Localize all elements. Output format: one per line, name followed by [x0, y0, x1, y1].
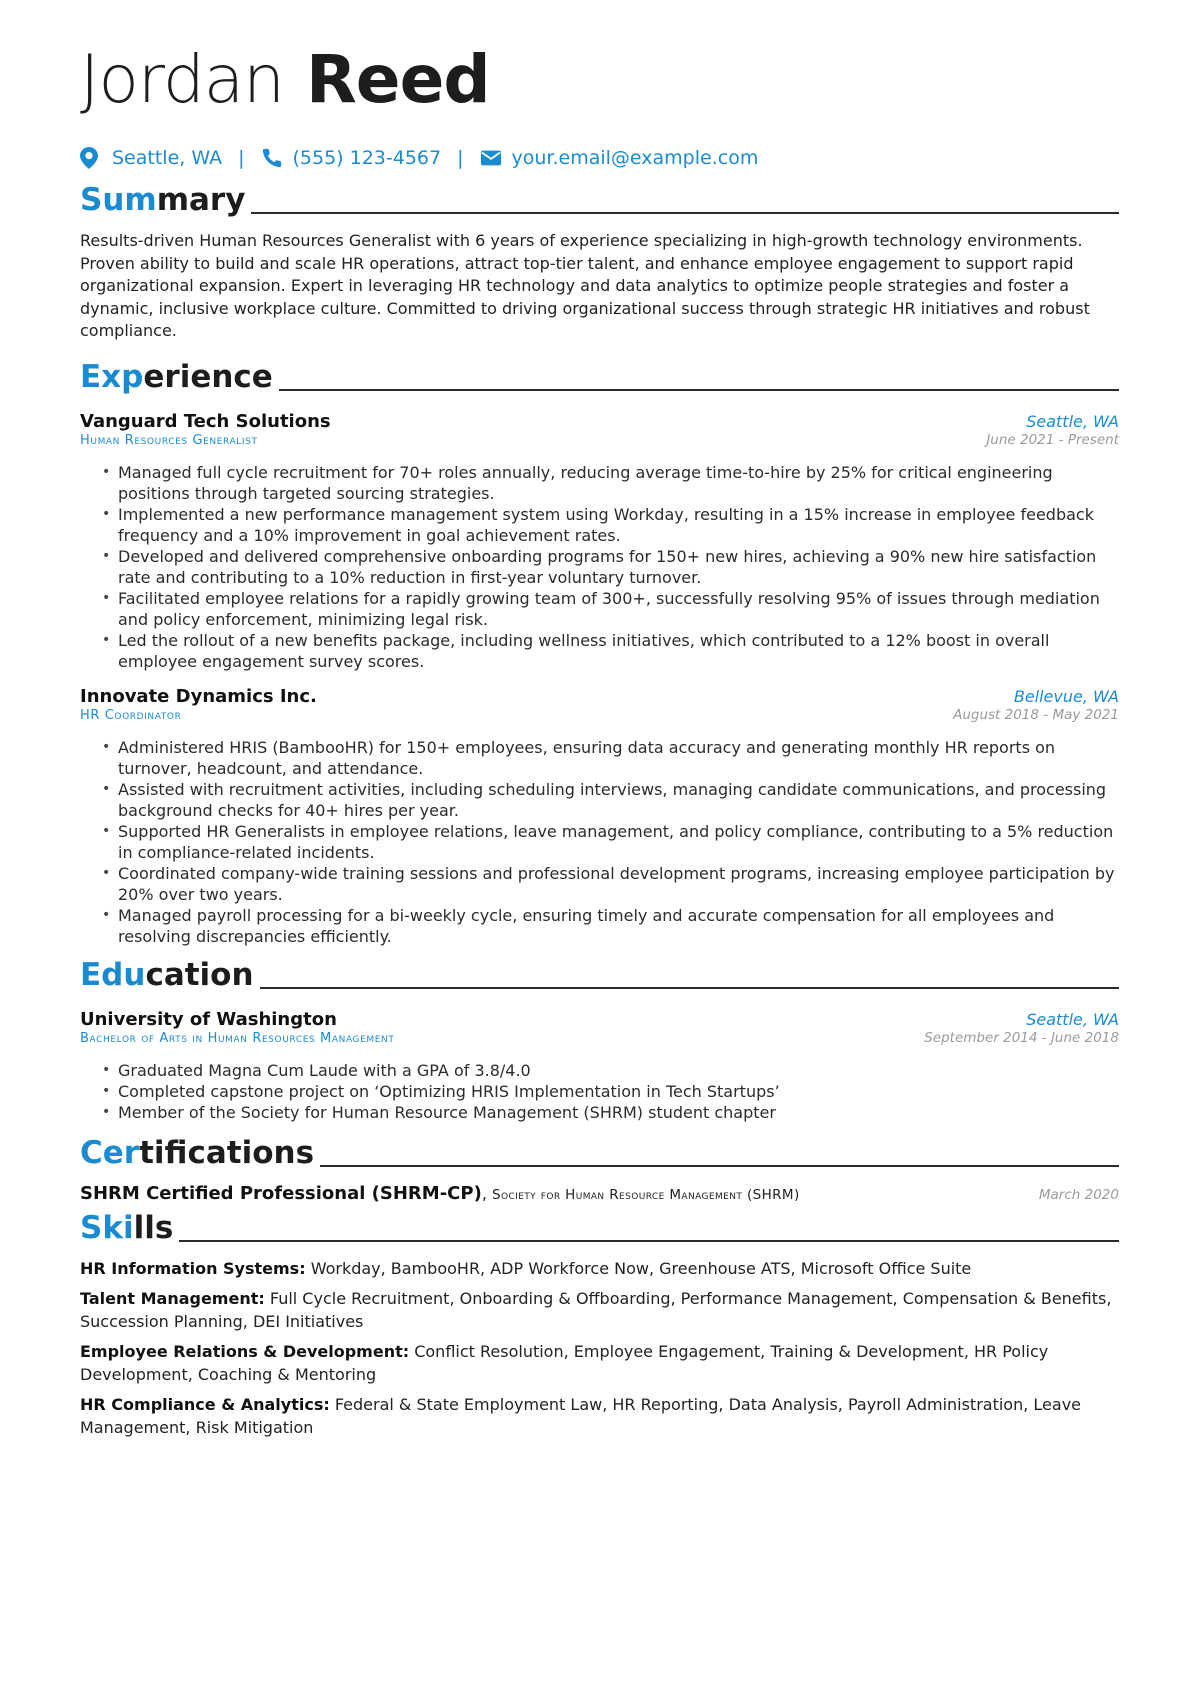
contact-location: [80, 147, 222, 169]
list-item: • Supported HR Generalists in employee relations, leave management, and policy compliance, contributing to a 5% reduction in compliance-related incidents.: [118, 821, 1119, 863]
list-item: • Assisted with recruitment activities, including scheduling interviews, managing candidate communications, and processing background checks for 40+ hires per year.: [118, 779, 1119, 821]
location-text: Seattle, WA: [112, 147, 223, 169]
skill-category: Employee Relations & Development:: [80, 1342, 410, 1361]
section-rule: [251, 212, 1119, 214]
school-location: Seattle, WA: [1026, 1009, 1119, 1029]
section-title: Skills: [80, 1209, 174, 1246]
separator: |: [457, 147, 464, 169]
phone-text: (555) 123-4567: [292, 147, 442, 169]
skill-row: [80, 1288, 1119, 1333]
list-item: • Managed full cycle recruitment for 70+ roles annually, reducing average time-to-hire by 25% for critical engineering positions through targeted sourcing strategies.: [118, 462, 1119, 504]
employer-name: Vanguard Tech Solutions: [80, 410, 331, 432]
employer-name: Innovate Dynamics Inc.: [80, 685, 317, 707]
skill-values: Full Cycle Recruitment, Onboarding & Offboarding, Performance Management, Compensation & Benefits, Succession Planning, DEI Initiatives: [80, 1289, 1112, 1331]
skill-category: HR Compliance & Analytics:: [80, 1395, 330, 1414]
list-item: • Managed payroll processing for a bi-weekly cycle, ensuring timely and accurate compensation for all employees and resolving discrepancies efficiently.: [118, 905, 1119, 947]
contact-bar: [80, 142, 1119, 174]
certifications-heading: [80, 1133, 1119, 1173]
skill-values: Conflict Resolution, Employee Engagement, Training & Development, HR Policy Development, Coaching & Mentoring: [80, 1342, 1049, 1384]
education-heading: [80, 955, 1119, 995]
list-item: • Facilitated employee relations for a rapidly growing team of 300+, successfully resolving 95% of issues through mediation and policy enforcement, minimizing legal risk.: [118, 588, 1119, 630]
section-rule: [260, 987, 1119, 989]
list-item: • Administered HRIS (BambooHR) for 150+ employees, ensuring data accuracy and generating monthly HR reports on turnover, headcount, and attendance.: [118, 737, 1119, 779]
certification-issuer: Society for Human Resource Management (SHRM): [492, 1186, 800, 1203]
first-name: Jordan: [80, 41, 284, 118]
last-name: Reed: [305, 41, 490, 118]
education-dates: September 2014 - June 2018: [924, 1029, 1119, 1046]
section-rule: [320, 1165, 1119, 1167]
job-dates: August 2018 - May 2021: [953, 706, 1119, 723]
list-item: • Member of the Society for Human Resource Management (SHRM) student chapter: [118, 1102, 1119, 1123]
experience-heading: [80, 357, 1119, 397]
list-item: • Graduated Magna Cum Laude with a GPA of 3.8/4.0: [118, 1060, 1119, 1081]
list-item: • Led the rollout of a new benefits package, including wellness initiatives, which contributed to a 12% boost in overall employee engagement survey scores.: [118, 630, 1119, 672]
job-title: HR Coordinator: [80, 707, 182, 723]
summary-text: Results-driven Human Resources Generalist with 6 years of experience specializing in high-growth technology environments. Proven ability to build and scale HR operations, attract top-tier talent, and enhance employee engagement to support rapid organizational expansion. Expert in leveraging HR technology and data analytics to optimize people strategies and foster a dynamic, inclusive workplace culture. Committed to driving organizational success through strategic HR initiatives and robust compliance.: [80, 231, 1090, 340]
bullet-list: [80, 462, 1119, 672]
phone-icon: [261, 147, 283, 169]
separator: |: [238, 147, 245, 169]
section-title: Education: [80, 956, 254, 993]
skills-list: [80, 1258, 1119, 1440]
candidate-name: [80, 40, 1119, 122]
certification-entry: [80, 1183, 1119, 1204]
job-title: Human Resources Generalist: [80, 432, 258, 448]
map-pin-icon: [80, 147, 102, 169]
section-rule: [179, 1240, 1119, 1242]
certification-title: SHRM Certified Professional (SHRM-CP): [80, 1182, 482, 1204]
skill-row: [80, 1394, 1119, 1439]
list-item: • Implemented a new performance management system using Workday, resulting in a 15% increase in employee feedback frequency and a 10% improvement in goal achievement rates.: [118, 504, 1119, 546]
envelope-icon: [480, 147, 502, 169]
school-name: University of Washington: [80, 1008, 337, 1030]
certification-date: March 2020: [1038, 1186, 1119, 1203]
skill-row: [80, 1258, 1119, 1281]
section-title: Summary: [80, 182, 246, 218]
skill-values: Federal & State Employment Law, HR Reporting, Data Analysis, Payroll Administration, Leave Management, Risk Mitigation: [80, 1395, 1081, 1437]
job-location: Seattle, WA: [1026, 411, 1119, 431]
list-item: • Developed and delivered comprehensive onboarding programs for 150+ new hires, achieving a 90% new hire satisfaction rate and contributing to a 10% reduction in first-year voluntary turnover.: [118, 546, 1119, 588]
skill-category: Talent Management:: [80, 1289, 265, 1308]
skills-heading: [80, 1208, 1119, 1248]
education-entry: [80, 1009, 1119, 1123]
degree-title: Bachelor of Arts in Human Resources Management: [80, 1030, 395, 1046]
section-title: Experience: [80, 358, 273, 395]
contact-email[interactable]: [480, 147, 759, 169]
experience-entry: [80, 411, 1119, 672]
section-rule: [279, 389, 1119, 391]
skill-category: HR Information Systems:: [80, 1258, 306, 1278]
job-dates: June 2021 - Present: [986, 431, 1119, 448]
bullet-list: [80, 737, 1119, 947]
contact-phone[interactable]: [261, 147, 442, 169]
skill-row: [80, 1341, 1119, 1386]
comma: ,: [481, 1183, 487, 1203]
section-title: Certifications: [80, 1134, 315, 1171]
resume-page: [80, 40, 1119, 1439]
experience-entry: [80, 686, 1119, 947]
job-location: Bellevue, WA: [1013, 686, 1119, 706]
list-item: • Completed capstone project on ‘Optimizing HRIS Implementation in Tech Startups’: [118, 1081, 1119, 1102]
summary-heading: [80, 180, 1119, 220]
email-link: your.email@example.com: [511, 147, 759, 169]
skill-values: Workday, BambooHR, ADP Workforce Now, Greenhouse ATS, Microsoft Office Suite: [310, 1258, 972, 1278]
bullet-list: [80, 1060, 1119, 1123]
list-item: • Coordinated company-wide training sessions and professional development programs, increasing employee participation by 20% over two years.: [118, 863, 1119, 905]
